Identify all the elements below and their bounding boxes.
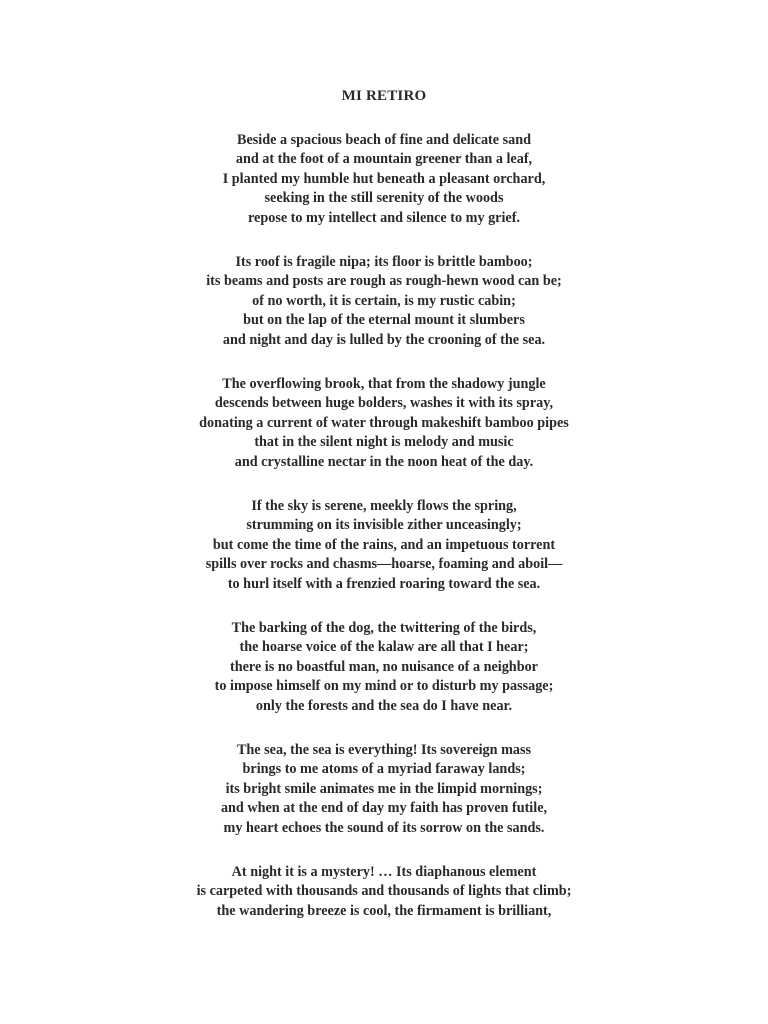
poem-line: only the forests and the sea do I have near. <box>255 697 513 714</box>
poem-line: to impose himself on my mind or to disturb my passage; <box>214 678 554 695</box>
poem-line: strumming on its invisible zither unceasingly; <box>246 517 522 534</box>
poem-line: brings to me atoms of a myriad faraway lands; <box>242 761 526 778</box>
poem-line: donating a current of water through makeshift bamboo pipes <box>199 414 569 431</box>
poem-line: and when at the end of day my faith has proven futile, <box>220 800 548 817</box>
poem-line: spills over rocks and chasms—hoarse, foaming and aboil— <box>205 556 563 573</box>
stanza-2 <box>0 253 768 350</box>
poem-line: and night and day is lulled by the crooning of the sea. <box>222 331 546 348</box>
poem-title: MI RETIRO <box>341 88 427 104</box>
poem-line: my heart echoes the sound of its sorrow on the sands. <box>223 819 545 836</box>
poem-line: Its roof is fragile nipa; its floor is brittle bamboo; <box>235 254 533 270</box>
stanza-6 <box>0 741 768 838</box>
poem-line: the wandering breeze is cool, the firmament is brilliant, <box>216 902 552 919</box>
poem-line: is carpeted with thousands and thousands of lights that climb; <box>196 883 572 900</box>
stanza-7 <box>0 863 768 921</box>
poem-line: repose to my intellect and silence to my grief. <box>248 209 520 226</box>
poem-line: I planted my humble hut beneath a pleasant orchard, <box>222 170 546 187</box>
poem-line: At night it is a mystery! … Its diaphanous element <box>231 864 537 880</box>
poem-line: to hurl itself with a frenzied roaring toward the sea. <box>227 575 541 592</box>
poem-line: The barking of the dog, the twittering of the birds, <box>231 620 537 636</box>
stanza-4 <box>0 497 768 594</box>
poem-line: its beams and posts are rough as rough-hewn wood can be; <box>206 273 562 290</box>
poem-line: of no worth, it is certain, is my rustic cabin; <box>252 292 516 309</box>
poem-line: the hoarse voice of the kalaw are all that I hear; <box>239 639 529 656</box>
poem-line: its bright smile animates me in the limpid mornings; <box>225 780 543 797</box>
poem-line: but on the lap of the eternal mount it slumbers <box>243 312 525 329</box>
poem-line: seeking in the still serenity of the woods <box>264 190 504 207</box>
poem-line: Beside a spacious beach of fine and delicate sand <box>236 132 532 148</box>
poem-line: descends between huge bolders, washes it with its spray, <box>214 395 554 412</box>
stanza-1 <box>0 131 768 228</box>
stanza-3 <box>0 375 768 472</box>
poem-line: but come the time of the rains, and an impetuous torrent <box>212 536 556 553</box>
poem-line: If the sky is serene, meekly flows the spring, <box>251 498 517 514</box>
stanza-5 <box>0 619 768 716</box>
poem-line: that in the silent night is melody and music <box>254 434 514 451</box>
poem-line: The sea, the sea is everything! Its sovereign mass <box>236 742 532 758</box>
poem-line: and crystalline nectar in the noon heat of the day. <box>234 453 534 470</box>
poem-line: and at the foot of a mountain greener than a leaf, <box>235 151 533 168</box>
poem-line: there is no boastful man, no nuisance of a neighbor <box>230 658 538 675</box>
poem-line: The overflowing brook, that from the shadowy jungle <box>222 376 546 392</box>
